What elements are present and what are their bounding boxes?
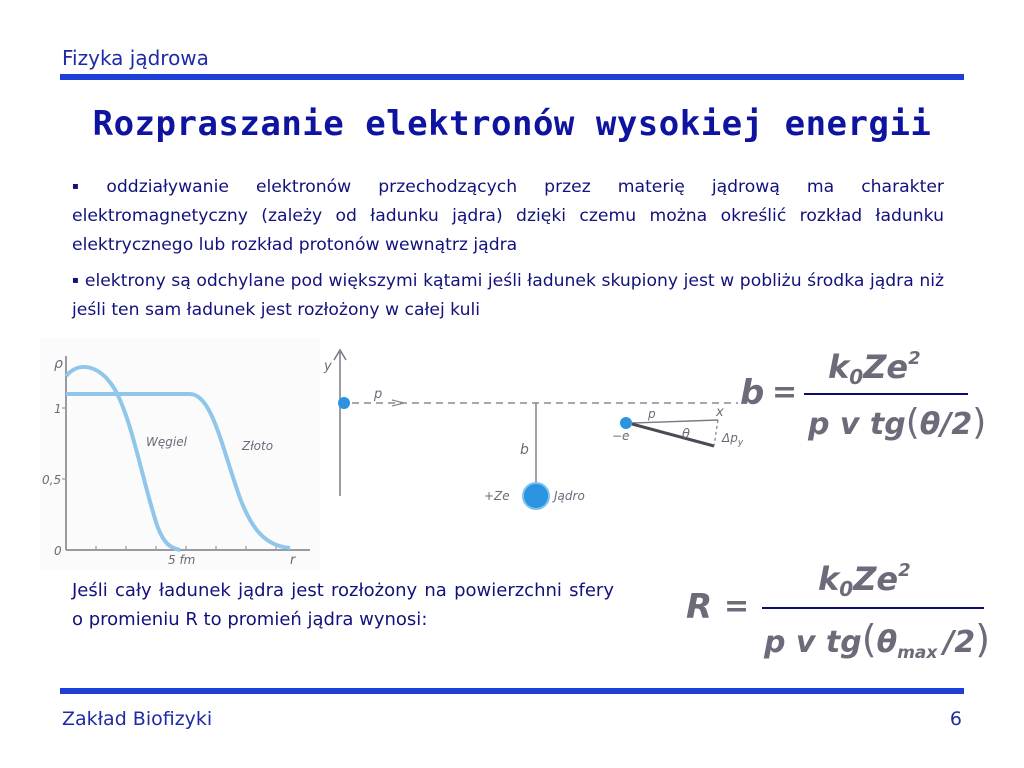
top-divider	[60, 74, 964, 80]
page-number: 6	[949, 708, 962, 730]
formula-denominator: p v $tg(\theta_{max}$ /2)	[764, 617, 991, 663]
incoming-electron	[338, 397, 350, 409]
radius-paragraph: Jeśli cały ładunek jądra jest rozłożony na powierzchni sfery o promieniu R to promień jądra wynosi:	[72, 580, 614, 630]
formula-lhs: R	[686, 587, 713, 627]
curve-label-gold: Złoto	[242, 439, 274, 453]
label-delta-p: $\Delta p_y$	[722, 431, 744, 448]
label-b: b	[520, 442, 529, 458]
tick-label: 1	[54, 402, 62, 416]
section-header: Fizyka jądrowa	[62, 46, 209, 70]
formula-lhs: b	[740, 373, 765, 413]
deflected-momentum	[632, 424, 714, 446]
label-nucleus-charge: +Ze	[484, 489, 510, 503]
label-theta: θ	[682, 427, 690, 442]
footer-department: Zakład Biofizyki	[62, 708, 213, 730]
label-nucleus: Jądro	[554, 489, 585, 503]
label-electron: −e	[612, 429, 630, 443]
bullet-item	[72, 266, 944, 325]
formula-impact-parameter	[736, 338, 987, 444]
equals-sign: =	[772, 375, 798, 410]
bottom-divider	[60, 688, 964, 694]
bullet-text: elektrony są odchylane pod większymi kątami jeśli ładunek skupiony jest w pobliżu środka jądra niż jeśli ten sam ładunek jest rozłożony w całej kuli	[72, 271, 945, 320]
x-tick-label: 5 fm	[168, 553, 196, 567]
y-axis-label: y	[324, 359, 332, 374]
tick-label: 0,5	[42, 473, 62, 487]
nucleus-circle	[523, 483, 549, 509]
charge-density-figure	[40, 338, 320, 570]
label-p-outgoing: p	[648, 407, 656, 421]
bullet-marker: ▪	[72, 275, 79, 286]
scattering-diagram	[318, 346, 758, 516]
formula-nuclear-radius	[682, 556, 991, 668]
x-axis-label: r	[290, 553, 296, 568]
formula-numerator: k0Ze$^2$	[818, 560, 911, 601]
scattered-electron	[620, 417, 632, 429]
formula-denominator: p v tg(θ/2)	[808, 402, 987, 443]
curve-label-carbon: Węgiel	[146, 435, 187, 449]
x-axis-label: x	[716, 405, 724, 420]
bullet-item	[72, 172, 944, 260]
bullet-text: oddziaływanie elektronów przechodzących przez materię jądrową ma charakter elektromagnetyczny (zależy od ładunku jądra) dzięki czemu można określić rozkład ładunku elektrycznego lub rozkład protonów wewnątrz jądra	[72, 177, 945, 255]
bullet-list	[72, 172, 944, 331]
y-axis-label: ρ	[54, 356, 63, 372]
p-outgoing-vector	[632, 420, 718, 423]
bullet-marker: ▪	[72, 181, 101, 192]
slide-title: Rozpraszanie elektronów wysokiej energii	[92, 104, 932, 144]
formula-numerator: k0Ze$^2$	[828, 348, 921, 389]
label-p-incoming: p	[374, 387, 383, 402]
equals-sign: =	[724, 589, 750, 624]
tick-label: 0	[54, 544, 62, 558]
